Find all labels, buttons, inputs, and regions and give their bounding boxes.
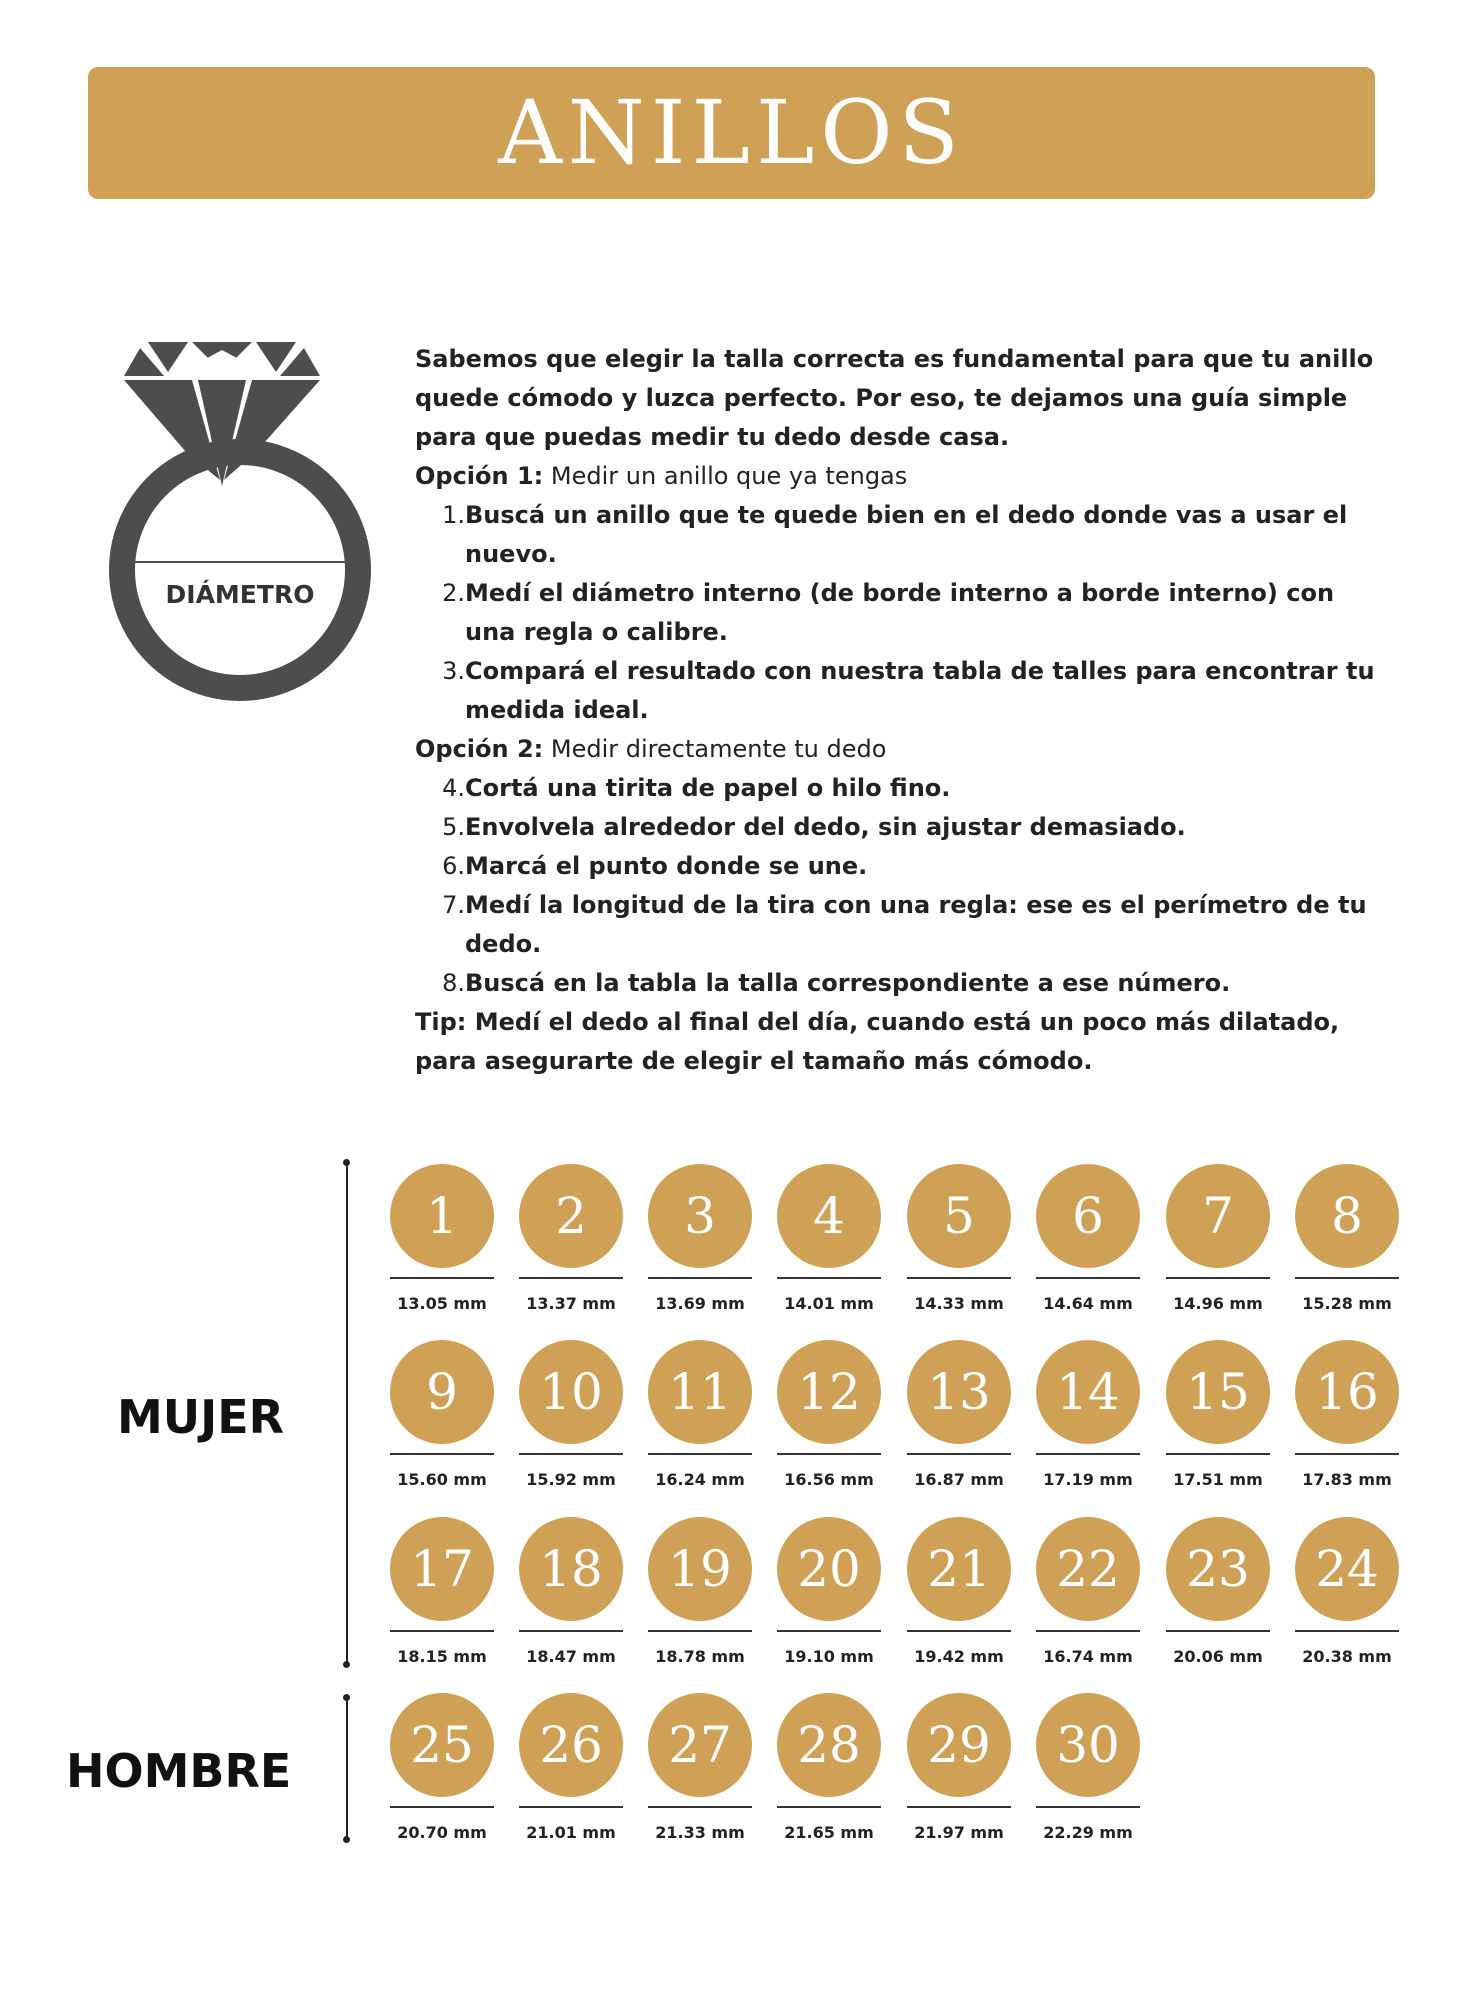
- size-cell: [1036, 1693, 1140, 1853]
- bracket-dot: [343, 1836, 350, 1843]
- size-cell: [1295, 1340, 1399, 1500]
- size-diameter: 15.28 mm: [1302, 1294, 1392, 1313]
- size-diameter: 17.19 mm: [1043, 1470, 1133, 1489]
- divider: [777, 1453, 881, 1455]
- size-cell: [519, 1340, 623, 1500]
- option-2-heading: [415, 730, 1375, 769]
- size-number-badge: 15: [1166, 1340, 1270, 1444]
- size-number-badge: 10: [519, 1340, 623, 1444]
- divider: [390, 1806, 494, 1808]
- size-cell: [907, 1340, 1011, 1500]
- step-text: Marcá el punto donde se une.: [465, 852, 868, 880]
- size-cell: [390, 1693, 494, 1853]
- size-diameter: 21.65 mm: [784, 1823, 874, 1842]
- list-item: [415, 574, 1375, 652]
- size-diameter: 22.29 mm: [1043, 1823, 1133, 1842]
- step-text: Medí la longitud de la tira con una regla: ese es el perímetro de tu dedo.: [465, 891, 1367, 958]
- divider: [390, 1453, 494, 1455]
- size-diameter: 14.96 mm: [1173, 1294, 1263, 1313]
- size-number-badge: 13: [907, 1340, 1011, 1444]
- size-number-badge: 3: [648, 1164, 752, 1268]
- divider: [777, 1806, 881, 1808]
- size-number-badge: 19: [648, 1517, 752, 1621]
- size-number-badge: 29: [907, 1693, 1011, 1797]
- step-number: 2.: [442, 579, 465, 607]
- size-cell: [648, 1340, 752, 1500]
- divider: [648, 1277, 752, 1279]
- size-number-badge: 18: [519, 1517, 623, 1621]
- size-cell: [1295, 1517, 1399, 1677]
- divider: [1166, 1277, 1270, 1279]
- divider: [648, 1806, 752, 1808]
- size-diameter: 14.01 mm: [784, 1294, 874, 1313]
- size-diameter: 19.42 mm: [914, 1647, 1004, 1666]
- divider: [648, 1453, 752, 1455]
- diameter-label: DIÁMETRO: [165, 580, 315, 609]
- size-cell: [907, 1517, 1011, 1677]
- size-diameter: 17.83 mm: [1302, 1470, 1392, 1489]
- divider: [907, 1806, 1011, 1808]
- size-cell: [519, 1517, 623, 1677]
- size-diameter: 16.24 mm: [655, 1470, 745, 1489]
- size-cell: [1166, 1340, 1270, 1500]
- step-text: Medí el diámetro interno (de borde interno a borde interno) con una regla o calibre.: [465, 579, 1335, 646]
- size-number-badge: 23: [1166, 1517, 1270, 1621]
- size-diameter: 19.10 mm: [784, 1647, 874, 1666]
- list-item: [415, 886, 1375, 964]
- divider: [519, 1453, 623, 1455]
- divider: [1295, 1453, 1399, 1455]
- divider: [907, 1277, 1011, 1279]
- size-diameter: 16.56 mm: [784, 1470, 874, 1489]
- size-number-badge: 6: [1036, 1164, 1140, 1268]
- step-text: Buscá en la tabla la talla correspondiente a ese número.: [465, 969, 1231, 997]
- size-number-badge: 4: [777, 1164, 881, 1268]
- divider: [519, 1630, 623, 1632]
- size-number-badge: 20: [777, 1517, 881, 1621]
- size-cell: [777, 1164, 881, 1324]
- size-diameter: 16.74 mm: [1043, 1647, 1133, 1666]
- size-number-badge: 5: [907, 1164, 1011, 1268]
- size-cell: [777, 1693, 881, 1853]
- option-2-prefix: Opción 2:: [415, 735, 544, 763]
- step-number: 7.: [442, 891, 465, 919]
- divider: [1166, 1630, 1270, 1632]
- size-cell: [390, 1164, 494, 1324]
- bracket-dot: [343, 1694, 350, 1701]
- divider: [1036, 1277, 1140, 1279]
- size-cell: [777, 1517, 881, 1677]
- step-text: Buscá un anillo que te quede bien en el dedo donde vas a usar el nuevo.: [465, 501, 1348, 568]
- size-number-badge: 28: [777, 1693, 881, 1797]
- size-diameter: 17.51 mm: [1173, 1470, 1263, 1489]
- divider: [390, 1630, 494, 1632]
- size-cell: [1166, 1517, 1270, 1677]
- list-item: [415, 652, 1375, 730]
- divider: [1295, 1630, 1399, 1632]
- size-number-badge: 16: [1295, 1340, 1399, 1444]
- women-bracket-line: [346, 1162, 348, 1664]
- women-label: MUJER: [117, 1390, 285, 1444]
- size-cell: [1036, 1517, 1140, 1677]
- divider: [519, 1806, 623, 1808]
- size-number-badge: 12: [777, 1340, 881, 1444]
- divider: [1166, 1453, 1270, 1455]
- intro-paragraph: Sabemos que elegir la talla correcta es fundamental para que tu anillo quede cómodo y luzca perfecto. Por eso, te dejamos una guía simple para que puedas medir tu dedo desde casa.: [415, 345, 1374, 451]
- divider: [519, 1277, 623, 1279]
- size-diameter: 13.05 mm: [397, 1294, 487, 1313]
- size-diameter: 14.64 mm: [1043, 1294, 1133, 1313]
- step-text: Cortá una tirita de papel o hilo fino.: [465, 774, 951, 802]
- size-diameter: 18.78 mm: [655, 1647, 745, 1666]
- size-cell: [1166, 1164, 1270, 1324]
- size-cell: [777, 1340, 881, 1500]
- option-1-title: Medir un anillo que ya tengas: [543, 462, 908, 490]
- ring-band: [122, 452, 358, 688]
- divider: [390, 1277, 494, 1279]
- size-number-badge: 14: [1036, 1340, 1140, 1444]
- size-number-badge: 17: [390, 1517, 494, 1621]
- size-cell: [519, 1164, 623, 1324]
- tip-paragraph: Tip: Medí el dedo al final del día, cuando está un poco más dilatado, para asegurarte de elegir el tamaño más cómodo.: [415, 1008, 1340, 1075]
- list-item: [415, 769, 1375, 808]
- divider: [777, 1277, 881, 1279]
- size-cell: [648, 1164, 752, 1324]
- step-number: 1.: [442, 501, 465, 529]
- instructions: [415, 340, 1375, 1081]
- divider: [1036, 1806, 1140, 1808]
- size-number-badge: 7: [1166, 1164, 1270, 1268]
- size-number-badge: 8: [1295, 1164, 1399, 1268]
- size-cell: [648, 1693, 752, 1853]
- size-cell: [390, 1517, 494, 1677]
- size-cell: [390, 1340, 494, 1500]
- size-number-badge: 30: [1036, 1693, 1140, 1797]
- size-number-badge: 25: [390, 1693, 494, 1797]
- size-diameter: 13.37 mm: [526, 1294, 616, 1313]
- size-number-badge: 9: [390, 1340, 494, 1444]
- size-cell: [1036, 1340, 1140, 1500]
- bracket-dot: [343, 1159, 350, 1166]
- list-item: [415, 496, 1375, 574]
- size-diameter: 20.70 mm: [397, 1823, 487, 1842]
- size-cell: [907, 1693, 1011, 1853]
- option-2-title: Medir directamente tu dedo: [543, 735, 887, 763]
- size-number-badge: 21: [907, 1517, 1011, 1621]
- size-number-badge: 22: [1036, 1517, 1140, 1621]
- men-bracket-line: [346, 1697, 348, 1839]
- divider: [648, 1630, 752, 1632]
- list-item: [415, 808, 1375, 847]
- divider: [1036, 1630, 1140, 1632]
- men-label: HOMBRE: [66, 1744, 292, 1798]
- step-number: 4.: [442, 774, 465, 802]
- list-item: [415, 847, 1375, 886]
- option-1-prefix: Opción 1:: [415, 462, 544, 490]
- size-diameter: 18.15 mm: [397, 1647, 487, 1666]
- list-item: [415, 964, 1375, 1003]
- size-diameter: 21.97 mm: [914, 1823, 1004, 1842]
- divider: [1036, 1453, 1140, 1455]
- bracket-dot: [343, 1661, 350, 1668]
- size-number-badge: 27: [648, 1693, 752, 1797]
- step-number: 8.: [442, 969, 465, 997]
- divider: [777, 1630, 881, 1632]
- size-diameter: 20.06 mm: [1173, 1647, 1263, 1666]
- size-number-badge: 11: [648, 1340, 752, 1444]
- step-text: Envolvela alrededor del dedo, sin ajustar demasiado.: [465, 813, 1186, 841]
- size-diameter: 20.38 mm: [1302, 1647, 1392, 1666]
- size-number-badge: 26: [519, 1693, 623, 1797]
- size-number-badge: 24: [1295, 1517, 1399, 1621]
- header-bar: [88, 67, 1375, 199]
- size-diameter: 14.33 mm: [914, 1294, 1004, 1313]
- size-diameter: 18.47 mm: [526, 1647, 616, 1666]
- divider: [907, 1453, 1011, 1455]
- diamond-ring-icon: [100, 338, 380, 738]
- size-cell: [1295, 1164, 1399, 1324]
- size-cell: [1036, 1164, 1140, 1324]
- size-diameter: 21.01 mm: [526, 1823, 616, 1842]
- size-diameter: 15.92 mm: [526, 1470, 616, 1489]
- size-number-badge: 2: [519, 1164, 623, 1268]
- divider: [907, 1630, 1011, 1632]
- size-cell: [907, 1164, 1011, 1324]
- size-diameter: 13.69 mm: [655, 1294, 745, 1313]
- step-number: 6.: [442, 852, 465, 880]
- size-diameter: 21.33 mm: [655, 1823, 745, 1842]
- step-text: Compará el resultado con nuestra tabla de talles para encontrar tu medida ideal.: [465, 657, 1375, 724]
- size-cell: [519, 1693, 623, 1853]
- size-diameter: 15.60 mm: [397, 1470, 487, 1489]
- divider: [1295, 1277, 1399, 1279]
- option-1-heading: [415, 457, 1375, 496]
- size-cell: [648, 1517, 752, 1677]
- size-number-badge: 1: [390, 1164, 494, 1268]
- diamond-facet-gap: [174, 350, 270, 376]
- size-diameter: 16.87 mm: [914, 1470, 1004, 1489]
- step-number: 5.: [442, 813, 465, 841]
- page-title: ANILLOS: [498, 81, 965, 184]
- step-number: 3.: [442, 657, 465, 685]
